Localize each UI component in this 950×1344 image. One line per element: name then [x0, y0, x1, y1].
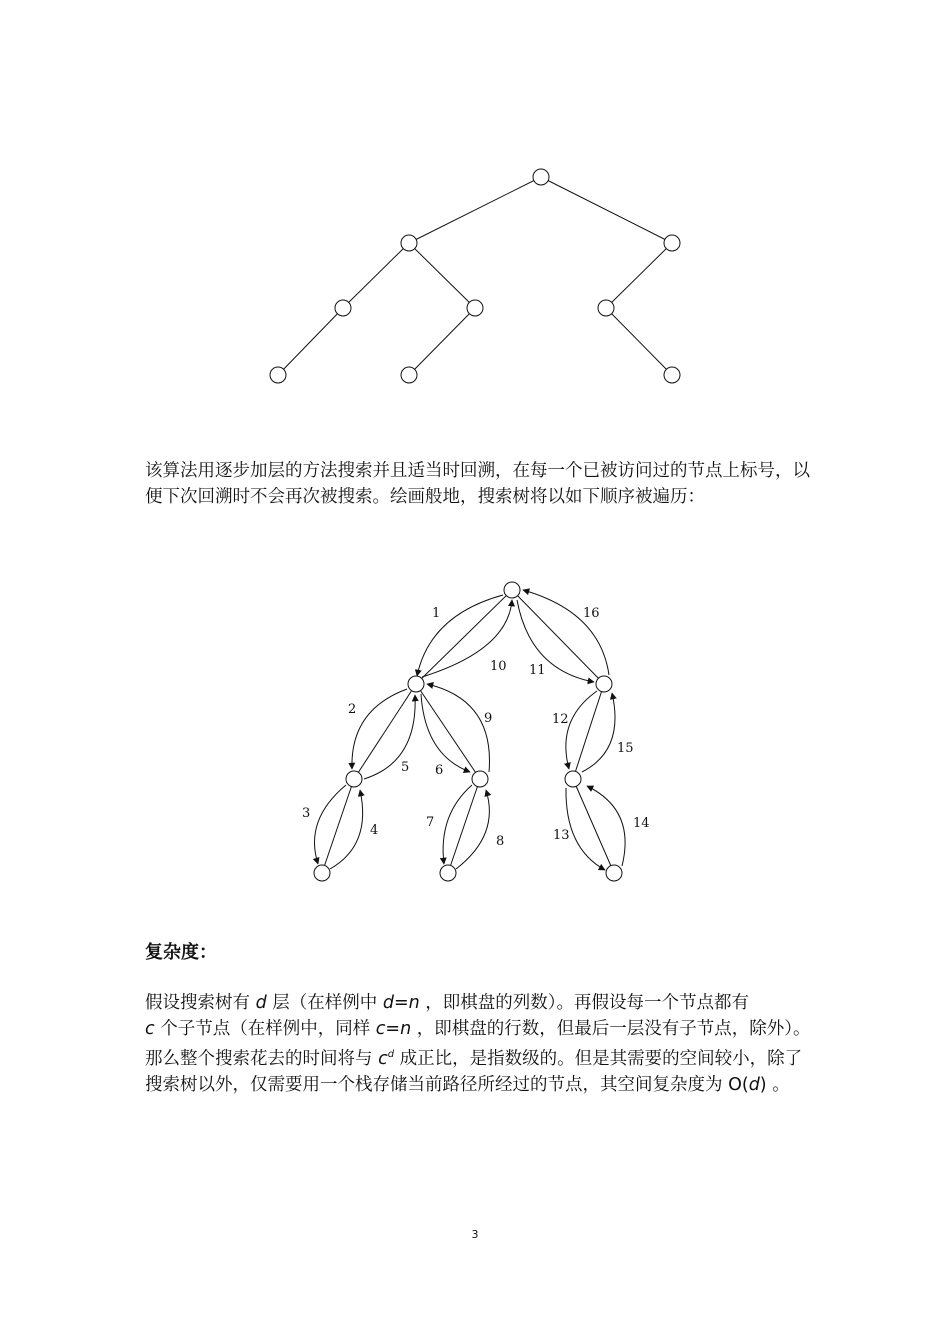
tree-node: [401, 235, 417, 251]
search-tree-figure: [270, 169, 680, 383]
step-label: 16: [583, 606, 600, 621]
traversal-arc-3: [315, 785, 347, 864]
paragraph-intro: 该算法用逐步加层的方法搜索并且适当时回溯，在每一个已被访问过的节点上标号，以便下次回溯时不会再次被搜索。绘画般地，搜索树将以如下顺序被遍历：: [145, 461, 810, 507]
tree-edge: [409, 177, 541, 243]
traversal-arc-6: [421, 694, 470, 772]
section-heading: 复杂度：: [145, 942, 217, 963]
tree-node: [664, 367, 680, 383]
step-label: 2: [348, 702, 357, 717]
tree-node: [270, 367, 286, 383]
step-label: 5: [401, 760, 410, 775]
step-label: 12: [552, 712, 569, 727]
tree-node: [314, 865, 330, 881]
tree-edge: [606, 308, 672, 375]
step-label: 3: [302, 806, 311, 821]
page-number: 3: [471, 1228, 479, 1241]
step-label: 9: [484, 711, 493, 726]
tree-node: [440, 865, 456, 881]
tree-edge: [606, 243, 672, 308]
traversal-arc-12: [566, 691, 597, 769]
tree-node: [533, 169, 549, 185]
step-label: 4: [370, 823, 379, 838]
traversal-arc-13: [566, 788, 605, 870]
tree-edge: [322, 779, 354, 873]
step-label: 8: [496, 834, 505, 849]
tree-node: [606, 865, 622, 881]
step-label: 10: [490, 659, 507, 674]
tree-node: [401, 367, 417, 383]
tree-edge: [541, 177, 672, 243]
tree-edge: [409, 308, 475, 375]
tree-node: [598, 300, 614, 316]
tree-node: [664, 235, 680, 251]
var-c-eq-n: c=n: [375, 1019, 412, 1039]
tree-edge: [409, 243, 475, 308]
tree-edge: [416, 684, 480, 779]
var-c-power: c: [378, 1048, 388, 1069]
tree-edge: [573, 779, 614, 873]
tree-edge: [343, 243, 409, 308]
tree-node: [472, 771, 488, 787]
traversal-arc-7: [443, 785, 472, 864]
tree-node: [467, 300, 483, 316]
tree-node: [408, 676, 424, 692]
tree-node: [596, 676, 612, 692]
var-c: c: [145, 1019, 155, 1039]
tree-edge: [278, 308, 343, 375]
tree-node: [335, 300, 351, 316]
step-label: 7: [426, 815, 435, 830]
step-label: 15: [617, 741, 634, 756]
var-d-eq-n: d=n: [382, 993, 420, 1013]
step-label: 11: [529, 663, 546, 678]
step-label: 6: [435, 763, 444, 778]
traversal-tree-figure: [302, 582, 650, 881]
step-label: 14: [633, 816, 650, 831]
step-label: 1: [432, 606, 441, 621]
step-label: 13: [553, 828, 570, 843]
tree-node: [504, 582, 520, 598]
traversal-arc-9: [427, 684, 489, 772]
paragraph-complexity: 假设搜索树有 d 层（在样例中 d=n ，即棋盘的列数）。再假设每一个节点都有 c 个子节点（在样例中，同样 c=n ，即棋盘的行数，但最后一层没有子节点，除外）。那么整个搜索花去的时间将与 $c^d$ 成正比，是指数级的。但是其需要的空间较小，除了搜索树以外，仅需要用一个栈存储当前路径所经过的节点，其空间复杂度为 O(d) 。: [145, 993, 811, 1095]
traversal-arc-15: [582, 693, 615, 772]
exponent-d: d: [387, 1049, 395, 1060]
var-d: d: [255, 993, 267, 1013]
tree-node: [565, 771, 581, 787]
tree-node: [346, 771, 362, 787]
